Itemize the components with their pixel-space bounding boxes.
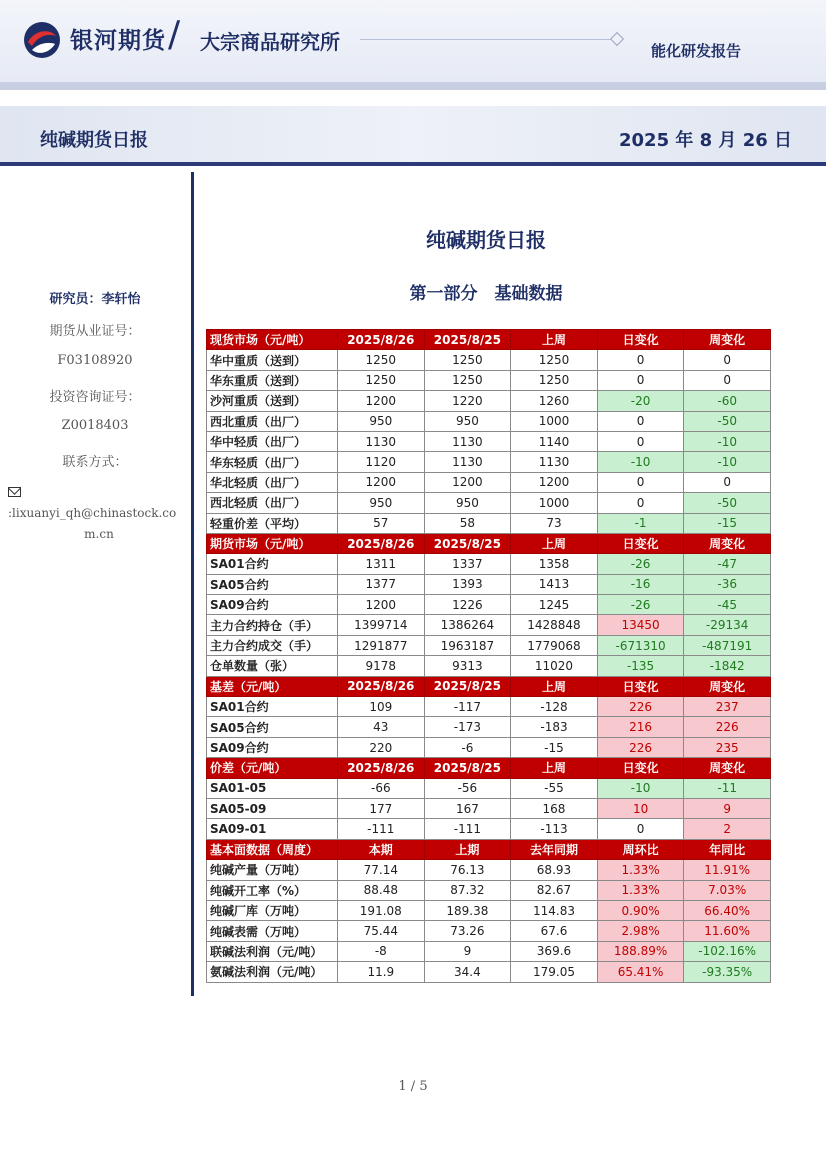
row-label: SA09合约 bbox=[207, 595, 338, 615]
table-cell: 0 bbox=[684, 472, 771, 492]
table-cell: 87.32 bbox=[424, 880, 511, 900]
table-cell: 1226 bbox=[424, 595, 511, 615]
table-row bbox=[207, 493, 771, 513]
table-cell: -93.35% bbox=[684, 962, 771, 982]
consult-label: 投资咨询证号： bbox=[49, 390, 141, 405]
table-cell: -8 bbox=[338, 941, 425, 961]
table-cell: 82.67 bbox=[511, 880, 598, 900]
row-label: 沙河重质（送到） bbox=[207, 391, 338, 411]
table-row bbox=[207, 697, 771, 717]
table-cell: 1000 bbox=[511, 493, 598, 513]
table-cell: 7.03% bbox=[684, 880, 771, 900]
column-header: 年同比 bbox=[684, 839, 771, 859]
table-cell: 168 bbox=[511, 798, 598, 818]
table-row bbox=[207, 798, 771, 818]
table-cell: -20 bbox=[597, 391, 684, 411]
table-cell: -45 bbox=[684, 595, 771, 615]
row-label: SA09-01 bbox=[207, 819, 338, 839]
table-cell: 2 bbox=[684, 819, 771, 839]
table-cell: 67.6 bbox=[511, 921, 598, 941]
table-cell: -26 bbox=[597, 595, 684, 615]
table-cell: 0 bbox=[597, 819, 684, 839]
table-cell: 1120 bbox=[338, 452, 425, 472]
row-label: 华中轻质（出厂） bbox=[207, 431, 338, 451]
table-cell: 1250 bbox=[338, 350, 425, 370]
section-header-label: 现货市场（元/吨） bbox=[207, 330, 338, 350]
table-row bbox=[207, 656, 771, 676]
table-cell: 1250 bbox=[511, 350, 598, 370]
section-header-label: 价差（元/吨） bbox=[207, 758, 338, 778]
table-cell: -66 bbox=[338, 778, 425, 798]
header-stripe bbox=[0, 82, 826, 90]
table-row bbox=[207, 900, 771, 920]
section-header-label: 基本面数据（周度） bbox=[207, 839, 338, 859]
table-cell: 369.6 bbox=[511, 941, 598, 961]
row-label: 纯碱表需（万吨） bbox=[207, 921, 338, 941]
table-cell: -11 bbox=[684, 778, 771, 798]
table-cell: 1413 bbox=[511, 574, 598, 594]
brand-divider: / bbox=[168, 14, 181, 55]
row-label: SA05-09 bbox=[207, 798, 338, 818]
table-cell: -111 bbox=[338, 819, 425, 839]
table-cell: 1358 bbox=[511, 554, 598, 574]
column-header: 2025/8/26 bbox=[338, 676, 425, 696]
table-cell: 1250 bbox=[338, 370, 425, 390]
table-cell: 1399714 bbox=[338, 615, 425, 635]
table-cell: 9 bbox=[684, 798, 771, 818]
table-cell: 226 bbox=[597, 737, 684, 757]
column-header: 周变化 bbox=[684, 676, 771, 696]
table-row bbox=[207, 737, 771, 757]
table-cell: 11.60% bbox=[684, 921, 771, 941]
table-cell: 950 bbox=[338, 493, 425, 513]
table-cell: 65.41% bbox=[597, 962, 684, 982]
table-cell: 1250 bbox=[424, 350, 511, 370]
table-cell: 1200 bbox=[338, 595, 425, 615]
table-cell: 226 bbox=[597, 697, 684, 717]
table-cell: 237 bbox=[684, 697, 771, 717]
row-label: 联碱法利润（元/吨） bbox=[207, 941, 338, 961]
table-cell: 88.48 bbox=[338, 880, 425, 900]
table-cell: 76.13 bbox=[424, 860, 511, 880]
table-cell: 34.4 bbox=[424, 962, 511, 982]
table-cell: 0 bbox=[597, 411, 684, 431]
table-row bbox=[207, 615, 771, 635]
table-cell: 58 bbox=[424, 513, 511, 533]
table-cell: 177 bbox=[338, 798, 425, 818]
sidebar-divider bbox=[191, 172, 194, 996]
table-cell: 189.38 bbox=[424, 900, 511, 920]
row-label: 华北轻质（出厂） bbox=[207, 472, 338, 492]
table-cell: 0 bbox=[684, 350, 771, 370]
table-cell: 1200 bbox=[511, 472, 598, 492]
table-cell: -56 bbox=[424, 778, 511, 798]
main-title: 纯碱期货日报 bbox=[426, 228, 546, 252]
table-row bbox=[207, 370, 771, 390]
table-cell: 0 bbox=[684, 370, 771, 390]
table-cell: -50 bbox=[684, 411, 771, 431]
table-cell: 2.98% bbox=[597, 921, 684, 941]
table-cell: 167 bbox=[424, 798, 511, 818]
table-row bbox=[207, 350, 771, 370]
brand-name: 银河期货 bbox=[70, 28, 166, 54]
table-cell: 1220 bbox=[424, 391, 511, 411]
table-cell: -16 bbox=[597, 574, 684, 594]
table-cell: 73 bbox=[511, 513, 598, 533]
row-label: 轻重价差（平均） bbox=[207, 513, 338, 533]
column-header: 2025/8/25 bbox=[424, 330, 511, 350]
report-date: 2025 年 8 月 26 日 bbox=[619, 130, 793, 151]
table-row bbox=[207, 595, 771, 615]
table-row bbox=[207, 717, 771, 737]
table-cell: -1 bbox=[597, 513, 684, 533]
table-cell: -10 bbox=[684, 431, 771, 451]
table-cell: 226 bbox=[684, 717, 771, 737]
table-row bbox=[207, 554, 771, 574]
table-cell: 1250 bbox=[511, 370, 598, 390]
table-cell: 1311 bbox=[338, 554, 425, 574]
table-cell: 950 bbox=[424, 493, 511, 513]
table-row bbox=[207, 635, 771, 655]
column-header: 周变化 bbox=[684, 533, 771, 553]
table-cell: 1.33% bbox=[597, 860, 684, 880]
table-section-header bbox=[207, 676, 771, 696]
table-cell: -117 bbox=[424, 697, 511, 717]
table-cell: 1200 bbox=[338, 391, 425, 411]
table-cell: 1250 bbox=[424, 370, 511, 390]
table-cell: 11.91% bbox=[684, 860, 771, 880]
table-cell: 191.08 bbox=[338, 900, 425, 920]
table-cell: 66.40% bbox=[684, 900, 771, 920]
table-cell: 1260 bbox=[511, 391, 598, 411]
row-label: 纯碱开工率（%） bbox=[207, 880, 338, 900]
table-cell: 1.33% bbox=[597, 880, 684, 900]
row-label: 西北轻质（出厂） bbox=[207, 493, 338, 513]
table-cell: -183 bbox=[511, 717, 598, 737]
table-cell: 77.14 bbox=[338, 860, 425, 880]
galaxy-logo-icon bbox=[22, 20, 62, 60]
row-label: SA01合约 bbox=[207, 697, 338, 717]
row-label: 主力合约成交（手） bbox=[207, 635, 338, 655]
table-cell: 1337 bbox=[424, 554, 511, 574]
table-cell: 0 bbox=[597, 350, 684, 370]
table-cell: 0 bbox=[597, 431, 684, 451]
row-label: 纯碱厂库（万吨） bbox=[207, 900, 338, 920]
row-label: 华东重质（送到） bbox=[207, 370, 338, 390]
table-cell: 220 bbox=[338, 737, 425, 757]
column-header: 2025/8/25 bbox=[424, 676, 511, 696]
table-cell: 1130 bbox=[511, 452, 598, 472]
row-label: SA09合约 bbox=[207, 737, 338, 757]
row-label: 华东轻质（出厂） bbox=[207, 452, 338, 472]
column-header: 日变化 bbox=[597, 533, 684, 553]
table-row bbox=[207, 778, 771, 798]
table-cell: 0 bbox=[597, 472, 684, 492]
table-cell: 1245 bbox=[511, 595, 598, 615]
table-cell: 114.83 bbox=[511, 900, 598, 920]
table-cell: 950 bbox=[338, 411, 425, 431]
table-cell: 1393 bbox=[424, 574, 511, 594]
row-label: SA05合约 bbox=[207, 717, 338, 737]
table-cell: 1377 bbox=[338, 574, 425, 594]
table-cell: -36 bbox=[684, 574, 771, 594]
row-label: SA05合约 bbox=[207, 574, 338, 594]
table-cell: -55 bbox=[511, 778, 598, 798]
table-cell: 1200 bbox=[424, 472, 511, 492]
column-header: 周环比 bbox=[597, 839, 684, 859]
table-cell: 0.90% bbox=[597, 900, 684, 920]
analyst-name: 研究员：李轩怡 bbox=[49, 292, 141, 307]
row-label: 西北重质（出厂） bbox=[207, 411, 338, 431]
column-header: 上周 bbox=[511, 533, 598, 553]
table-cell: -60 bbox=[684, 391, 771, 411]
mail-icon bbox=[8, 487, 21, 497]
row-label: 仓单数量（张） bbox=[207, 656, 338, 676]
column-header: 周变化 bbox=[684, 330, 771, 350]
table-cell: -487191 bbox=[684, 635, 771, 655]
table-row bbox=[207, 472, 771, 492]
decorative-line bbox=[360, 39, 618, 40]
column-header: 去年同期 bbox=[511, 839, 598, 859]
table-cell: 1428848 bbox=[511, 615, 598, 635]
table-row bbox=[207, 921, 771, 941]
table-row bbox=[207, 391, 771, 411]
table-cell: -111 bbox=[424, 819, 511, 839]
row-label: 华中重质（送到） bbox=[207, 350, 338, 370]
row-label: SA01合约 bbox=[207, 554, 338, 574]
division-name: 大宗商品研究所 bbox=[200, 30, 340, 54]
table-cell: -128 bbox=[511, 697, 598, 717]
table-cell: 43 bbox=[338, 717, 425, 737]
row-label: 纯碱产量（万吨） bbox=[207, 860, 338, 880]
table-cell: 1000 bbox=[511, 411, 598, 431]
table-cell: 11.9 bbox=[338, 962, 425, 982]
column-header: 2025/8/26 bbox=[338, 330, 425, 350]
table-cell: 1130 bbox=[424, 452, 511, 472]
table-row bbox=[207, 513, 771, 533]
table-row bbox=[207, 452, 771, 472]
data-table bbox=[206, 329, 771, 983]
table-cell: -671310 bbox=[597, 635, 684, 655]
column-header: 本期 bbox=[338, 839, 425, 859]
table-cell: 1140 bbox=[511, 431, 598, 451]
table-cell: 11020 bbox=[511, 656, 598, 676]
table-row bbox=[207, 962, 771, 982]
table-cell: 68.93 bbox=[511, 860, 598, 880]
contact-email[interactable] bbox=[8, 482, 190, 545]
table-cell: 1200 bbox=[338, 472, 425, 492]
table-cell: -135 bbox=[597, 656, 684, 676]
email-line-2[interactable]: m.cn bbox=[84, 527, 114, 541]
department-label: 能化研发报告 bbox=[651, 42, 742, 60]
table-row bbox=[207, 880, 771, 900]
table-cell: -15 bbox=[684, 513, 771, 533]
table-cell: 1386264 bbox=[424, 615, 511, 635]
email-line-1[interactable]: :lixuanyi_qh@chinastock.co bbox=[8, 506, 177, 520]
table-section-header bbox=[207, 330, 771, 350]
table-cell: 950 bbox=[424, 411, 511, 431]
table-cell: -50 bbox=[684, 493, 771, 513]
table-cell: 188.89% bbox=[597, 941, 684, 961]
section-title: 第一部分 基础数据 bbox=[409, 284, 563, 304]
table-row bbox=[207, 411, 771, 431]
column-header: 2025/8/25 bbox=[424, 533, 511, 553]
table-cell: -10 bbox=[684, 452, 771, 472]
table-cell: 216 bbox=[597, 717, 684, 737]
table-cell: 1130 bbox=[338, 431, 425, 451]
table-cell: -29134 bbox=[684, 615, 771, 635]
table-cell: 75.44 bbox=[338, 921, 425, 941]
table-cell: -6 bbox=[424, 737, 511, 757]
table-section-header bbox=[207, 758, 771, 778]
column-header: 上期 bbox=[424, 839, 511, 859]
table-cell: -10 bbox=[597, 452, 684, 472]
table-row bbox=[207, 431, 771, 451]
table-cell: 73.26 bbox=[424, 921, 511, 941]
table-cell: 10 bbox=[597, 798, 684, 818]
table-row bbox=[207, 941, 771, 961]
table-cell: -26 bbox=[597, 554, 684, 574]
table-cell: 179.05 bbox=[511, 962, 598, 982]
table-cell: 0 bbox=[597, 493, 684, 513]
column-header: 日变化 bbox=[597, 676, 684, 696]
table-cell: -173 bbox=[424, 717, 511, 737]
table-row bbox=[207, 574, 771, 594]
table-cell: 235 bbox=[684, 737, 771, 757]
table-cell: -15 bbox=[511, 737, 598, 757]
section-header-label: 基差（元/吨） bbox=[207, 676, 338, 696]
table-cell: 0 bbox=[597, 370, 684, 390]
table-cell: 109 bbox=[338, 697, 425, 717]
report-name: 纯碱期货日报 bbox=[40, 130, 148, 151]
column-header: 日变化 bbox=[597, 330, 684, 350]
table-cell: -102.16% bbox=[684, 941, 771, 961]
column-header: 2025/8/26 bbox=[338, 533, 425, 553]
row-label: 主力合约持仓（手） bbox=[207, 615, 338, 635]
table-cell: 13450 bbox=[597, 615, 684, 635]
contact-label: 联系方式： bbox=[62, 455, 128, 470]
table-cell: -1842 bbox=[684, 656, 771, 676]
license-number: F03108920 bbox=[57, 353, 133, 368]
table-cell: 9313 bbox=[424, 656, 511, 676]
column-header: 上周 bbox=[511, 676, 598, 696]
section-header-label: 期货市场（元/吨） bbox=[207, 533, 338, 553]
table-cell: 1779068 bbox=[511, 635, 598, 655]
table-cell: 9 bbox=[424, 941, 511, 961]
column-header: 上周 bbox=[511, 758, 598, 778]
license-label: 期货从业证号： bbox=[49, 324, 141, 339]
table-cell: 57 bbox=[338, 513, 425, 533]
consult-number: Z0018403 bbox=[61, 418, 129, 433]
title-band-line bbox=[0, 162, 826, 166]
page-number: 1 / 5 bbox=[398, 1079, 428, 1094]
table-cell: -47 bbox=[684, 554, 771, 574]
table-cell: 1130 bbox=[424, 431, 511, 451]
column-header: 周变化 bbox=[684, 758, 771, 778]
table-cell: -10 bbox=[597, 778, 684, 798]
table-cell: 9178 bbox=[338, 656, 425, 676]
column-header: 2025/8/25 bbox=[424, 758, 511, 778]
table-cell: 1963187 bbox=[424, 635, 511, 655]
row-label: 氨碱法利润（元/吨） bbox=[207, 962, 338, 982]
column-header: 上周 bbox=[511, 330, 598, 350]
table-row bbox=[207, 860, 771, 880]
table-section-header bbox=[207, 839, 771, 859]
row-label: SA01-05 bbox=[207, 778, 338, 798]
table-cell: 1291877 bbox=[338, 635, 425, 655]
table-row bbox=[207, 819, 771, 839]
table-section-header bbox=[207, 533, 771, 553]
column-header: 日变化 bbox=[597, 758, 684, 778]
column-header: 2025/8/26 bbox=[338, 758, 425, 778]
table-cell: -113 bbox=[511, 819, 598, 839]
